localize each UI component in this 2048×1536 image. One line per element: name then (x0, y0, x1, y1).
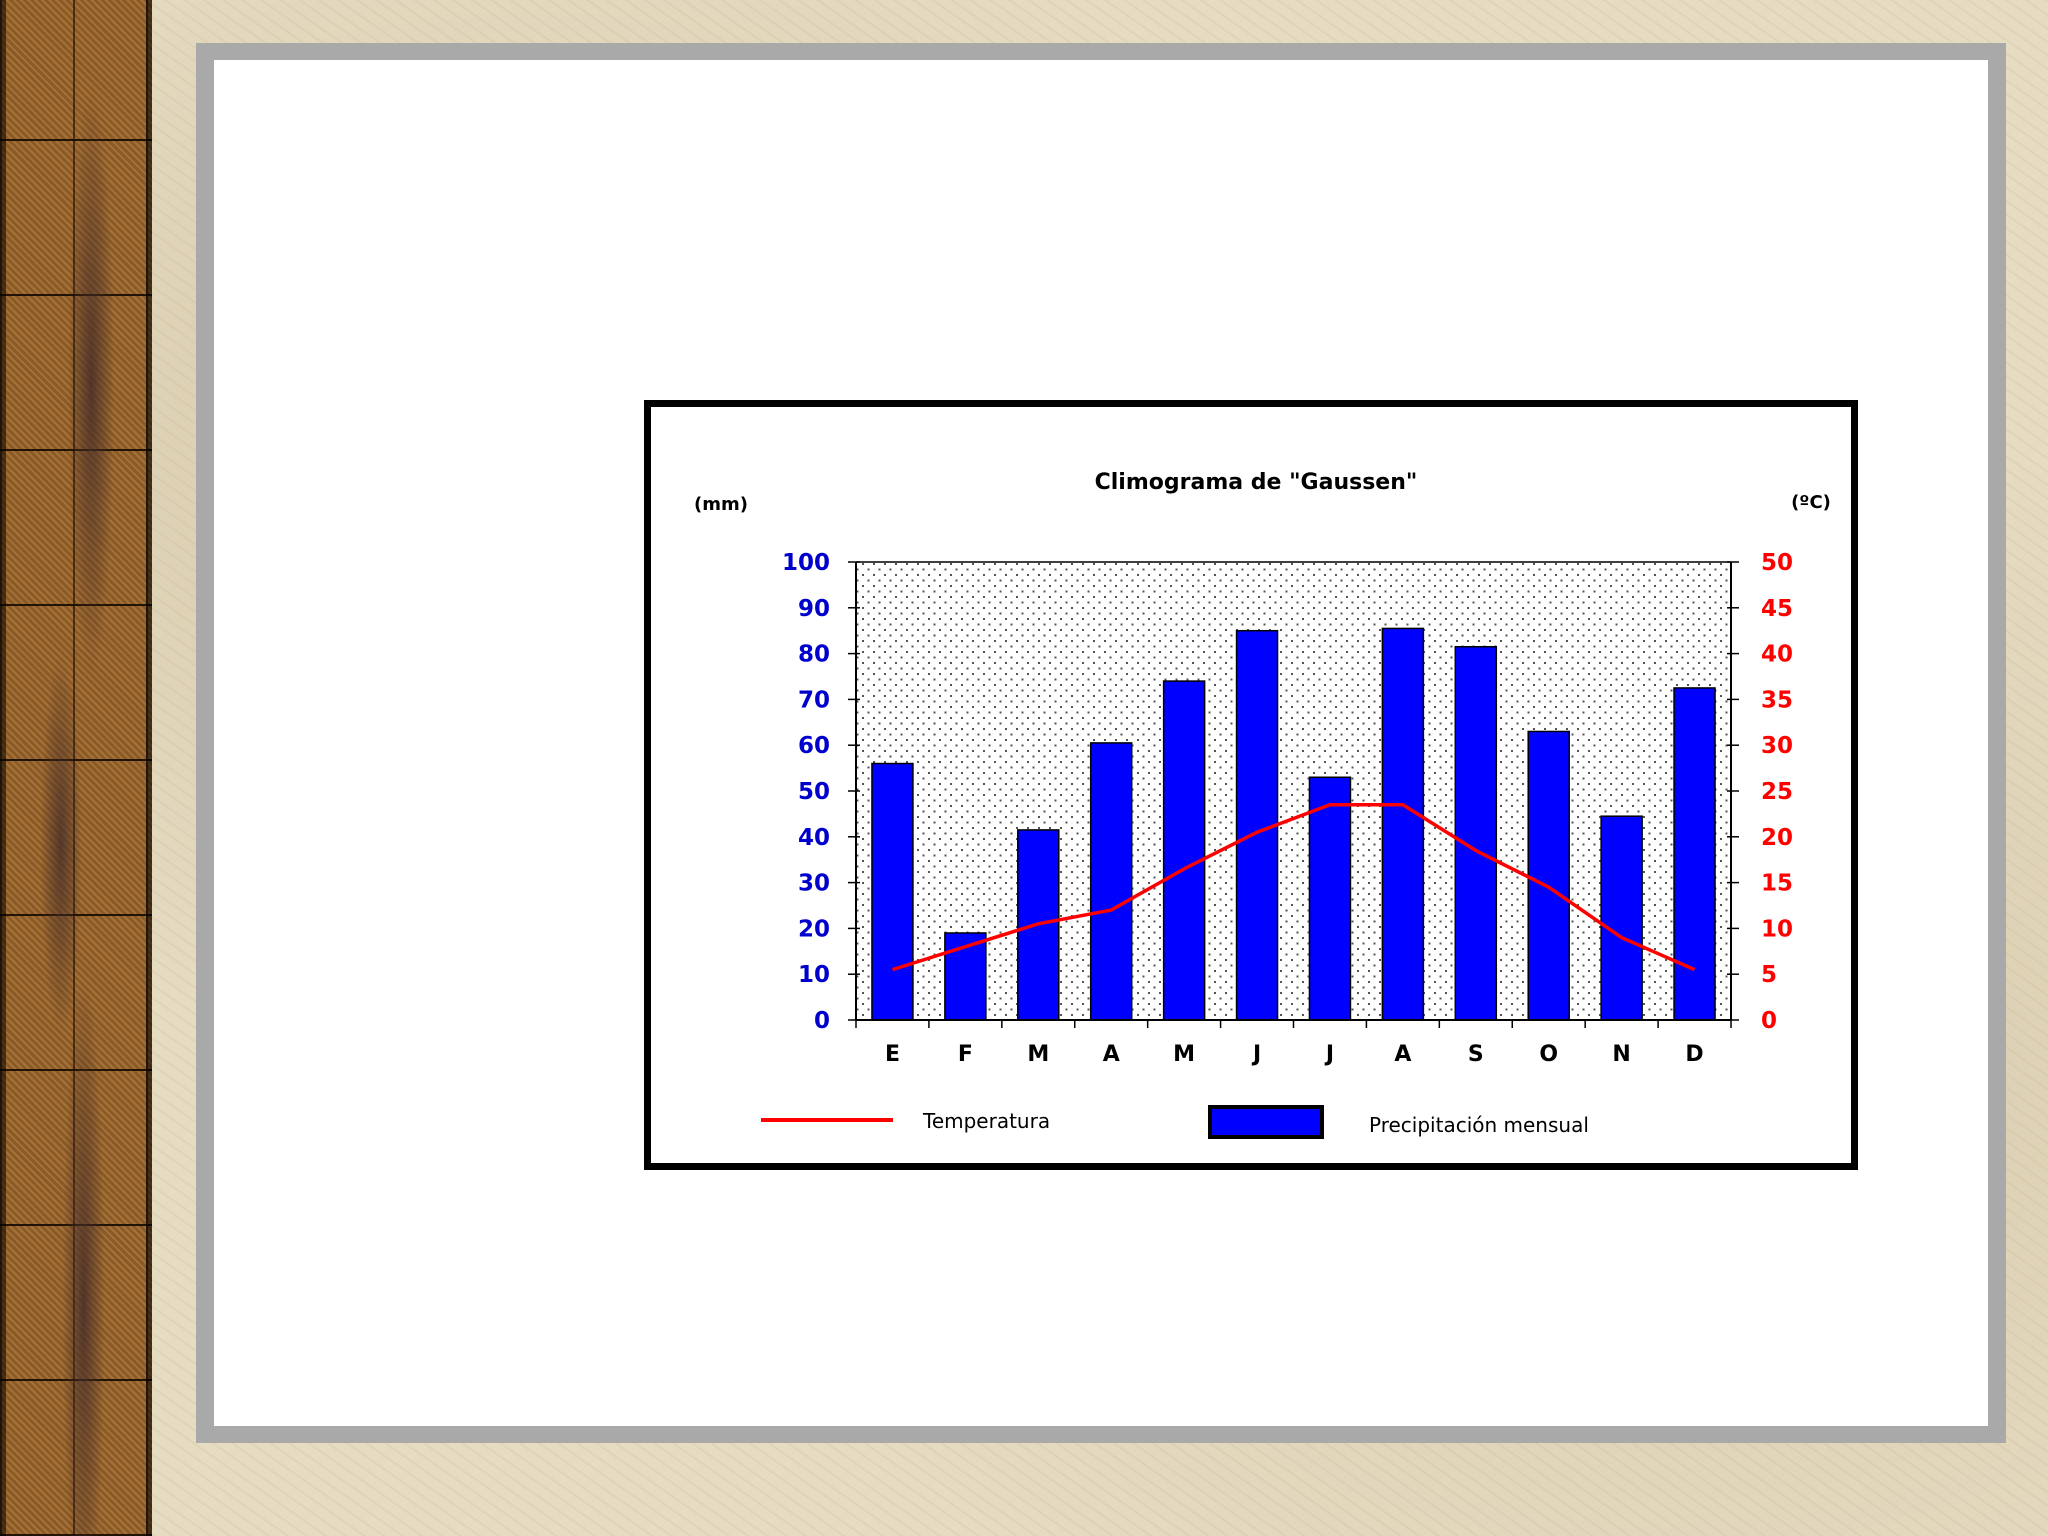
right-axis-tick-label: 10 (1761, 916, 1794, 943)
precipitation-bar (1164, 681, 1205, 1020)
left-axis-tick-label: 30 (797, 870, 830, 897)
decorative-border-strip (0, 0, 152, 1536)
plot-area (856, 562, 1731, 1020)
chart-title: Climograma de "Gaussen" (1094, 470, 1418, 495)
x-axis-month-label: M (1173, 1042, 1196, 1067)
legend-temperature-label: Temperatura (923, 1109, 1051, 1133)
precipitation-bar (1601, 816, 1642, 1020)
right-axis-unit: (ºC) (1791, 492, 1831, 513)
precipitation-bar (1528, 731, 1569, 1020)
right-axis-tick-label: 30 (1761, 733, 1794, 760)
left-axis-tick-label: 70 (797, 687, 830, 714)
left-axis-unit: (mm) (694, 494, 748, 515)
left-axis-tick-label: 100 (781, 550, 830, 576)
precipitation-bar (872, 764, 913, 1020)
left-axis-tick-label: 10 (797, 962, 830, 989)
left-axis-tick-label: 80 (797, 641, 830, 668)
precipitation-bar (1674, 688, 1715, 1020)
legend-precipitation-label: Precipitación mensual (1369, 1113, 1589, 1137)
precipitation-bar (1455, 647, 1496, 1020)
slide (214, 60, 1988, 1426)
climograph-chart (644, 400, 1858, 1170)
right-axis-tick-label: 25 (1761, 779, 1794, 805)
right-axis-tick-label: 35 (1761, 687, 1794, 714)
right-axis-tick-label: 50 (1761, 550, 1794, 576)
x-axis-month-label: J (1252, 1042, 1262, 1067)
right-axis-tick-label: 40 (1761, 641, 1794, 668)
x-axis-month-label: A (1394, 1042, 1412, 1067)
chart-svg (651, 407, 1851, 1163)
right-axis-tick-label: 45 (1761, 595, 1794, 622)
right-axis-tick-label: 20 (1761, 824, 1794, 851)
x-axis-month-label: D (1685, 1042, 1704, 1067)
precipitation-bar (1309, 777, 1350, 1020)
x-axis-month-label: A (1102, 1042, 1120, 1067)
x-axis-month-label: S (1467, 1042, 1484, 1067)
slide-frame (196, 43, 2006, 1443)
left-axis-tick-label: 20 (797, 916, 830, 943)
left-axis-tick-label: 90 (797, 595, 830, 622)
precipitation-bar (1091, 743, 1132, 1020)
left-axis-tick-label: 0 (813, 1008, 830, 1034)
left-axis-tick-label: 40 (797, 824, 830, 851)
right-axis-tick-label: 5 (1761, 962, 1778, 989)
left-axis-tick-label: 50 (797, 779, 830, 805)
right-axis-tick-label: 15 (1761, 870, 1794, 897)
legend-precipitation-swatch (1210, 1107, 1322, 1137)
x-axis-month-label: J (1325, 1042, 1335, 1067)
x-axis-month-label: N (1612, 1042, 1631, 1067)
right-axis-tick-label: 0 (1761, 1008, 1778, 1034)
x-axis-month-label: M (1027, 1042, 1050, 1067)
precipitation-bar (1382, 628, 1423, 1020)
x-axis-month-label: F (957, 1042, 973, 1067)
x-axis-month-label: E (884, 1042, 900, 1067)
x-axis-month-label: O (1539, 1042, 1559, 1067)
left-axis-tick-label: 60 (797, 733, 830, 760)
